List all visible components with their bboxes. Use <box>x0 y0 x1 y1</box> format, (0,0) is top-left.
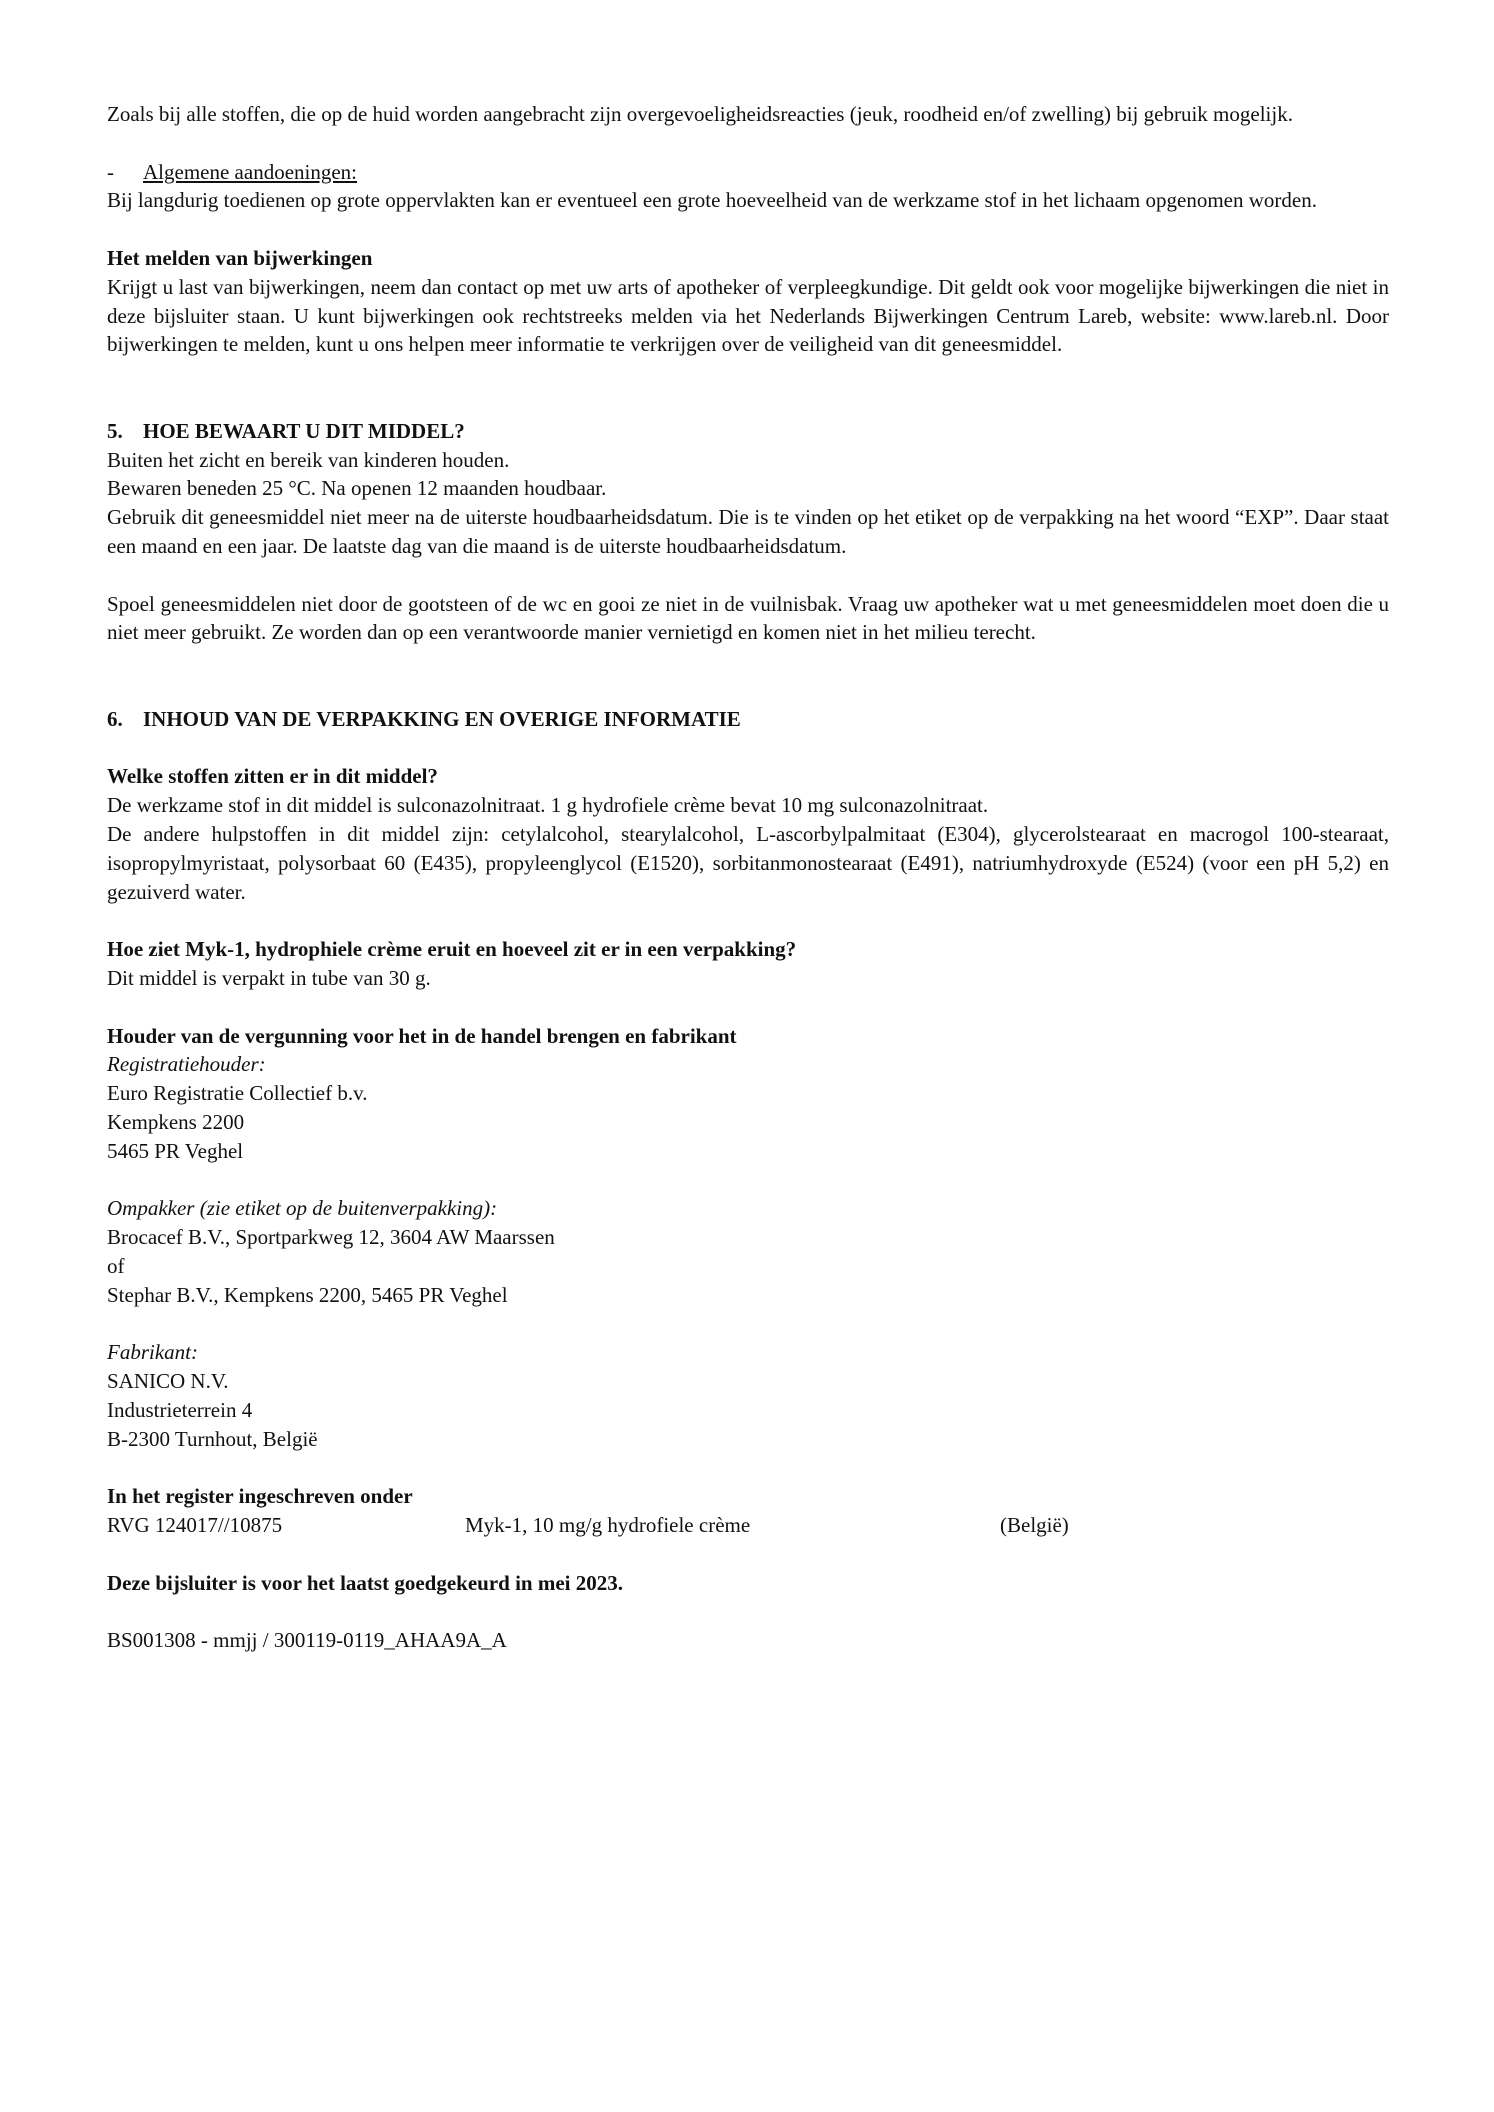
expiry-paragraph: Gebruik dit geneesmiddel niet meer na de uiterste houdbaarheidsdatum. Die is te vinden op het etiket op de verpakking na het woord “EXP”. Daar staat een maand en een jaar. De laatste dag van die maand is de uiterste houdbaarheidsdatum. <box>107 505 1389 558</box>
general-conditions-heading <box>107 158 1389 187</box>
excipients-paragraph: De andere hulpstoffen in dit middel zijn: cetylalcohol, stearylalcohol, L-ascorbylpalmitaat (E304), glycerolstearaat en macrogol 100-stearaat, isopropylmyristaat, polysorbaat 60 (E435), propyleenglycol (E1520), sorbitanmonostearaat (E491), natriumhydroxyde (E524) (voor een pH 5,2) en gezuiverd water. <box>107 821 1389 904</box>
storage-line-1: Buiten het zicht en bereik van kinderen houden. <box>107 447 510 472</box>
register-product: Myk-1, 10 mg/g hydrofiele crème <box>465 1513 751 1538</box>
active-substance-line: De werkzame stof in dit middel is sulconazolnitraat. 1 g hydrofiele crème bevat 10 mg sulconazolnitraat. <box>107 793 989 818</box>
manufacturer-line: B-2300 Turnhout, België <box>107 1426 318 1451</box>
spacer <box>107 1597 1389 1626</box>
registrant-line: Euro Registratie Collectief b.v. <box>107 1081 368 1106</box>
general-conditions-label: Algemene aandoeningen: <box>143 159 357 184</box>
approval-statement: Deze bijsluiter is voor het laatst goedgekeurd in mei 2023. <box>107 1570 624 1595</box>
reporting-heading: Het melden van bijwerkingen <box>107 245 373 270</box>
storage-line-2: Bewaren beneden 25 °C. Na openen 12 maanden houdbaar. <box>107 476 607 501</box>
document-code: BS001308 - mmjj / 300119-0119_AHAA9A_A <box>107 1628 507 1653</box>
section-5-title: HOE BEWAART U DIT MIDDEL? <box>143 418 465 443</box>
manufacturer-line: Industrieterrein 4 <box>107 1397 253 1422</box>
spacer <box>107 215 1389 244</box>
register-number: RVG 124017//10875 <box>107 1513 283 1538</box>
appearance-heading: Hoe ziet Myk-1, hydrophiele crème eruit en hoeveel zit er in een verpakking? <box>107 937 797 962</box>
spacer <box>107 129 1389 158</box>
spacer <box>107 734 1389 763</box>
register-country: (België) <box>1000 1513 1069 1538</box>
spacer <box>107 1165 1389 1194</box>
register-row <box>107 1511 1389 1540</box>
repacker-label: Ompakker (zie etiket op de buitenverpakking): <box>107 1196 498 1221</box>
reporting-paragraph: Krijgt u last van bijwerkingen, neem dan contact op met uw arts of apotheker of verpleegkundige. Dit geldt ook voor mogelijke bijwerkingen die niet in deze bijsluiter staan. U kunt bijwerkingen ook rechtstreeks melden via het Nederlands Bijwerkingen Centrum Lareb, website: www.lareb.nl. Door bijwerkingen te melden, kunt u ons helpen meer informatie te verkrijgen over de veiligheid van dit geneesmiddel. <box>107 274 1389 357</box>
register-heading: In het register ingeschreven onder <box>107 1484 413 1509</box>
manufacturer-label: Fabrikant: <box>107 1340 198 1365</box>
repacker-line: of <box>107 1253 125 1278</box>
repacker-line: Stephar B.V., Kempkens 2200, 5465 PR Veghel <box>107 1282 508 1307</box>
leaflet-page <box>107 100 1389 1655</box>
holder-heading: Houder van de vergunning voor het in de handel brengen en fabrikant <box>107 1023 737 1048</box>
bullet-dash: - <box>107 159 114 184</box>
spacer <box>107 1453 1389 1482</box>
spacer <box>107 906 1389 935</box>
registrant-label: Registratiehouder: <box>107 1052 266 1077</box>
spacer <box>107 1309 1389 1338</box>
registrant-line: Kempkens 2200 <box>107 1109 245 1134</box>
general-conditions-paragraph: Bij langdurig toedienen op grote oppervlakten kan er eventueel een grote hoeveelheid van de werkzame stof in het lichaam opgenomen worden. <box>107 188 1317 213</box>
section-6-number: 6. <box>107 706 123 731</box>
substances-heading: Welke stoffen zitten er in dit middel? <box>107 764 438 789</box>
section-5-heading <box>107 417 1389 446</box>
section-6-heading <box>107 705 1389 734</box>
skin-reactions-paragraph: Zoals bij alle stoffen, die op de huid worden aangebracht zijn overgevoeligheidsreacties (jeuk, roodheid en/of zwelling) bij gebruik mogelijk. <box>107 102 1293 126</box>
disposal-paragraph: Spoel geneesmiddelen niet door de gootsteen of de wc en gooi ze niet in de vuilnisbak. Vraag uw apotheker wat u met geneesmiddelen moet doen die u niet meer gebruikt. Ze worden dan op een verantwoorde manier vernietigd en komen niet in het milieu terecht. <box>107 591 1389 645</box>
spacer <box>107 561 1389 590</box>
repacker-line: Brocacef B.V., Sportparkweg 12, 3604 AW Maarssen <box>107 1225 555 1250</box>
spacer <box>107 359 1389 417</box>
registrant-line: 5465 PR Veghel <box>107 1138 244 1163</box>
section-5-number: 5. <box>107 418 123 443</box>
spacer <box>107 993 1389 1022</box>
section-6-title: INHOUD VAN DE VERPAKKING EN OVERIGE INFORMATIE <box>143 706 741 731</box>
manufacturer-line: SANICO N.V. <box>107 1369 229 1394</box>
appearance-line: Dit middel is verpakt in tube van 30 g. <box>107 965 431 990</box>
spacer <box>107 647 1389 705</box>
spacer <box>107 1540 1389 1569</box>
